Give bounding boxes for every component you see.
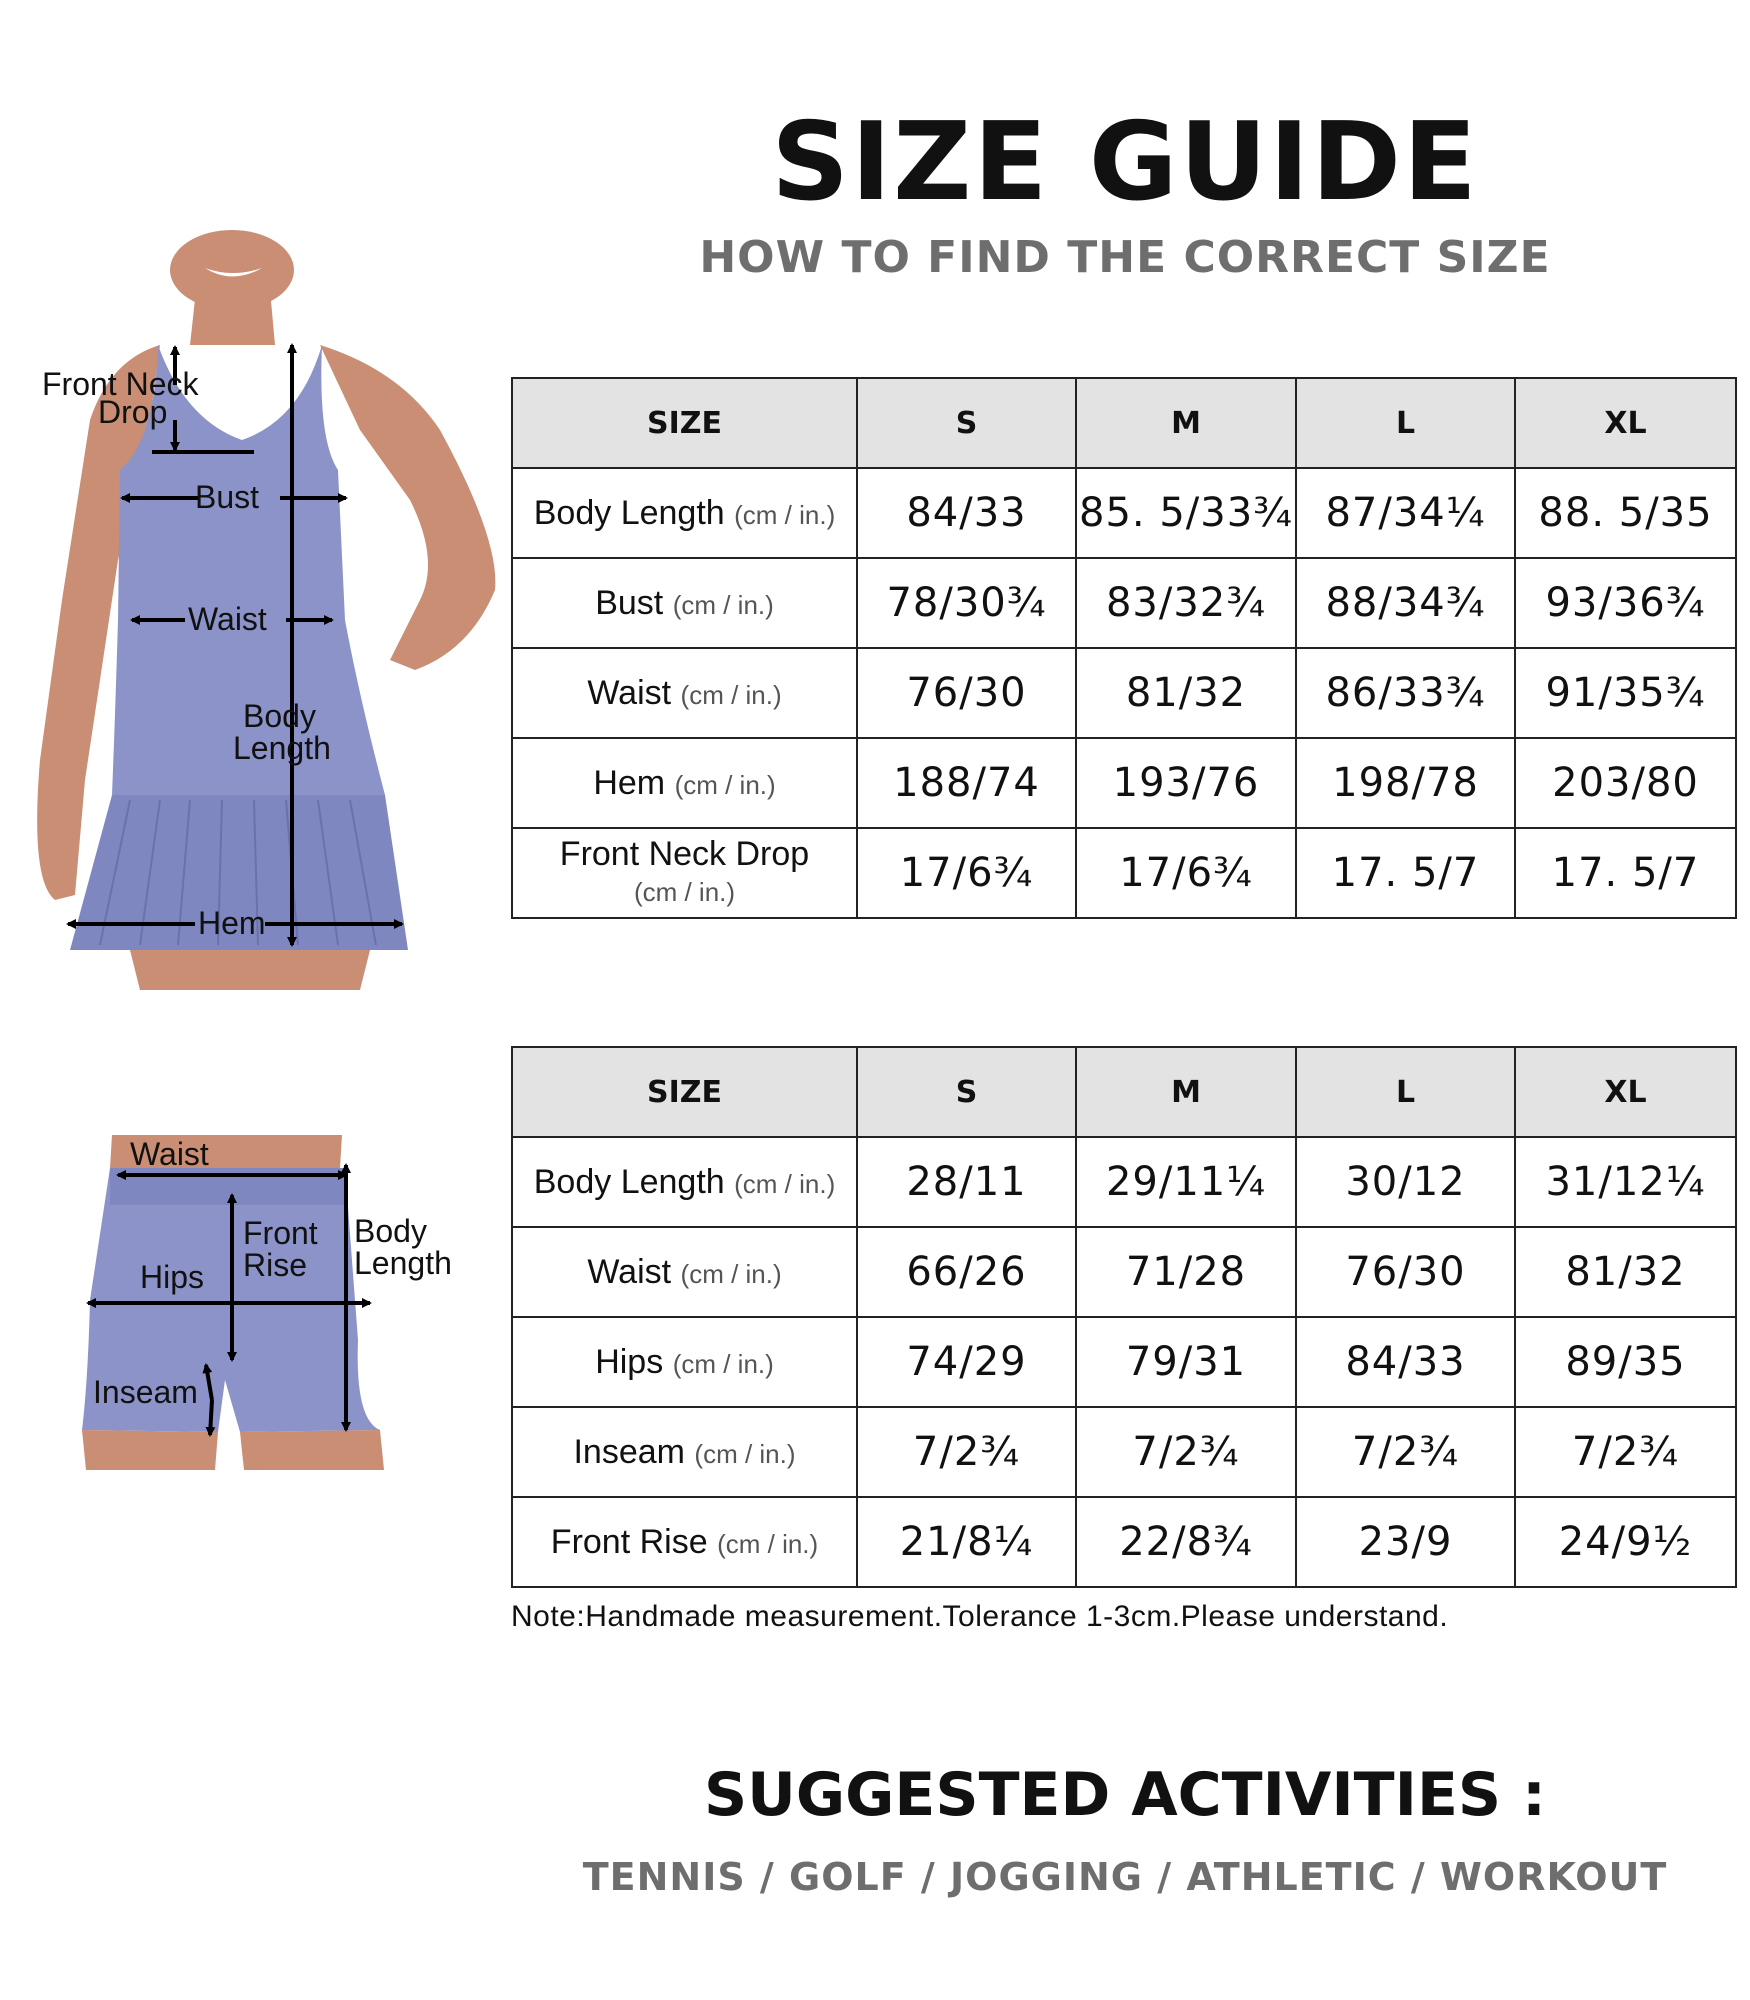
row-label: Body Length (cm / in.)	[512, 1137, 857, 1227]
row-label: Waist (cm / in.)	[512, 648, 857, 738]
table-row	[512, 558, 1736, 648]
cell-value: 88/34¾	[1296, 558, 1515, 648]
table-row	[512, 1227, 1736, 1317]
row-label: Hem (cm / in.)	[512, 738, 857, 828]
cell-value: 74/29	[857, 1317, 1076, 1407]
cell-value: 17/6¾	[857, 828, 1076, 918]
cell-value: 23/9	[1296, 1497, 1515, 1587]
activities-title: SUGGESTED ACTIVITIES :	[703, 1760, 1547, 1830]
cell-value: 17. 5/7	[1296, 828, 1515, 918]
cell-value: 193/76	[1076, 738, 1296, 828]
header-size: SIZE	[512, 378, 857, 468]
table-row	[512, 648, 1736, 738]
cell-value: 22/8¾	[1076, 1497, 1296, 1587]
cell-value: 86/33¾	[1296, 648, 1515, 738]
front-neck-drop-label: Front Neck	[42, 366, 199, 402]
row-label: Inseam (cm / in.)	[512, 1407, 857, 1497]
cell-value: 7/2¾	[1515, 1407, 1736, 1497]
row-label: Waist (cm / in.)	[512, 1227, 857, 1317]
cell-value: 31/12¼	[1515, 1137, 1736, 1227]
table-row	[512, 738, 1736, 828]
measurement-note: Note:Handmade measurement.Tolerance 1-3cm.Please understand.	[511, 1600, 1449, 1633]
table-row	[512, 828, 1736, 918]
cell-value: 76/30	[857, 648, 1076, 738]
header-l: L	[1296, 1047, 1515, 1137]
front-rise-label: Front	[243, 1215, 318, 1251]
cell-value: 7/2¾	[1296, 1407, 1515, 1497]
cell-value: 79/31	[1076, 1317, 1296, 1407]
cell-value: 81/32	[1515, 1227, 1736, 1317]
cell-value: 24/9½	[1515, 1497, 1736, 1587]
cell-value: 85. 5/33¾	[1076, 468, 1296, 558]
cell-value: 93/36¾	[1515, 558, 1736, 648]
cell-value: 71/28	[1076, 1227, 1296, 1317]
hips-label: Hips	[140, 1259, 205, 1295]
body-length-label: Body	[243, 698, 316, 734]
cell-value: 84/33	[1296, 1317, 1515, 1407]
cell-value: 81/32	[1076, 648, 1296, 738]
cell-value: 7/2¾	[1076, 1407, 1296, 1497]
header-s: S	[857, 378, 1076, 468]
cell-value: 203/80	[1515, 738, 1736, 828]
cell-value: 91/35¾	[1515, 648, 1736, 738]
header-m: M	[1076, 1047, 1296, 1137]
table-row	[512, 1497, 1736, 1587]
cell-value: 76/30	[1296, 1227, 1515, 1317]
shorts-size-table	[511, 1046, 1737, 1588]
cell-value: 7/2¾	[857, 1407, 1076, 1497]
table-row	[512, 1407, 1736, 1497]
header-xl: XL	[1515, 378, 1736, 468]
body-length-label-2: Length	[233, 730, 331, 766]
cell-value: 17/6¾	[1076, 828, 1296, 918]
row-label: Hips (cm / in.)	[512, 1317, 857, 1407]
row-label: Bust (cm / in.)	[512, 558, 857, 648]
cell-value: 188/74	[857, 738, 1076, 828]
cell-value: 198/78	[1296, 738, 1515, 828]
cell-value: 17. 5/7	[1515, 828, 1736, 918]
cell-value: 83/32¾	[1076, 558, 1296, 648]
front-neck-drop-label-2: Drop	[98, 394, 168, 430]
cell-value: 21/8¼	[857, 1497, 1076, 1587]
cell-value: 84/33	[857, 468, 1076, 558]
row-label: Front Neck Drop (cm / in.)	[512, 828, 857, 918]
cell-value: 66/26	[857, 1227, 1076, 1317]
measurement-illustrations	[0, 0, 520, 1500]
page-title: SIZE GUIDE	[771, 100, 1479, 225]
dress-size-table	[511, 377, 1737, 919]
shorts-waist-label: Waist	[130, 1136, 209, 1172]
waist-label: Waist	[188, 601, 267, 637]
cell-value: 87/34¼	[1296, 468, 1515, 558]
row-label: Front Rise (cm / in.)	[512, 1497, 857, 1587]
cell-value: 28/11	[857, 1137, 1076, 1227]
activities-list: TENNIS / GOLF / JOGGING / ATHLETIC / WORKOUT	[582, 1855, 1668, 1899]
table-header-row	[512, 378, 1736, 468]
page-subtitle: HOW TO FIND THE CORRECT SIZE	[699, 232, 1551, 283]
hem-label: Hem	[198, 905, 266, 941]
table-header-row	[512, 1047, 1736, 1137]
shorts-body-length-label-2: Length	[354, 1245, 452, 1281]
header-xl: XL	[1515, 1047, 1736, 1137]
header-s: S	[857, 1047, 1076, 1137]
front-rise-label-2: Rise	[243, 1247, 308, 1283]
inseam-label: Inseam	[93, 1374, 198, 1410]
cell-value: 89/35	[1515, 1317, 1736, 1407]
shorts-body-length-label: Body	[354, 1213, 427, 1249]
table-row	[512, 1137, 1736, 1227]
cell-value: 30/12	[1296, 1137, 1515, 1227]
header-size: SIZE	[512, 1047, 857, 1137]
row-label: Body Length (cm / in.)	[512, 468, 857, 558]
cell-value: 88. 5/35	[1515, 468, 1736, 558]
cell-value: 78/30¾	[857, 558, 1076, 648]
table-row	[512, 1317, 1736, 1407]
cell-value: 29/11¼	[1076, 1137, 1296, 1227]
bust-label: Bust	[195, 479, 260, 515]
table-row	[512, 468, 1736, 558]
header-m: M	[1076, 378, 1296, 468]
header-l: L	[1296, 378, 1515, 468]
